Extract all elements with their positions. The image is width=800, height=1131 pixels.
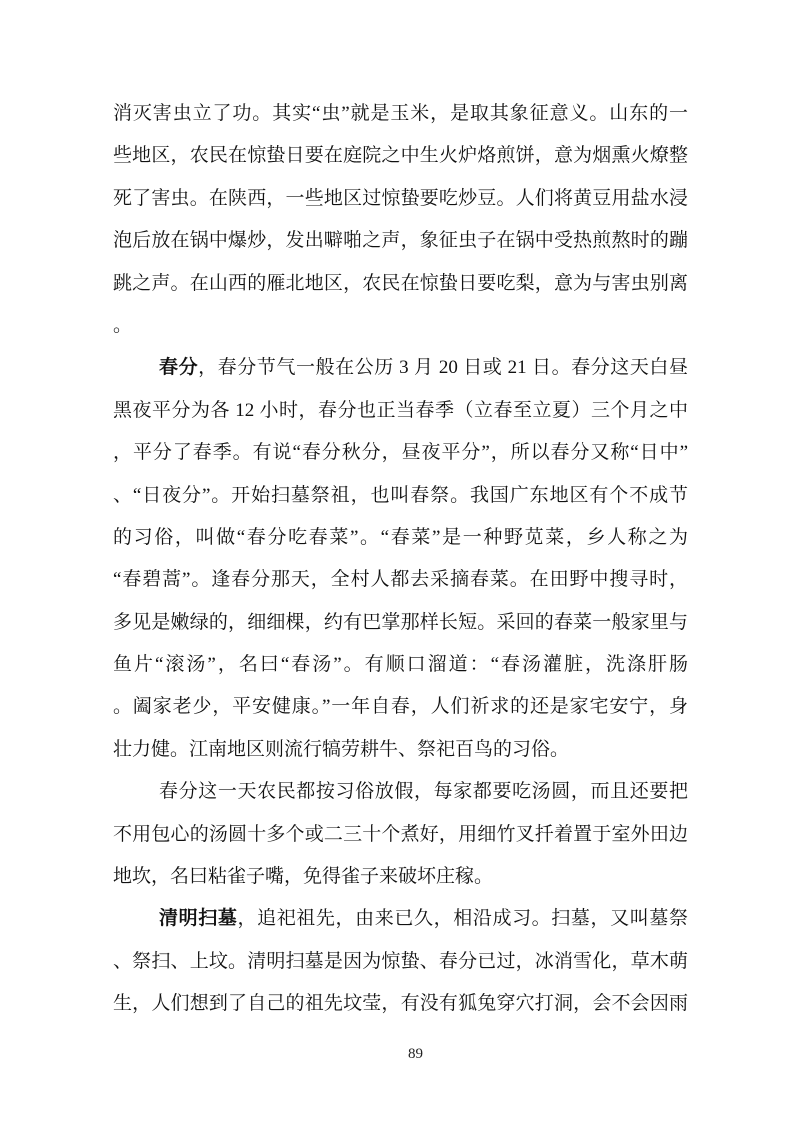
text-line: 黑夜平分为各 12 小时，春分也正当春季（立春至立夏）三个月之中: [113, 399, 688, 421]
text-line: 春分这一天农民都按习俗放假，每家都要吃汤圆，而且还要把: [159, 781, 688, 803]
text-line: 泡后放在锅中爆炒，发出噼啪之声，象征虫子在锅中受热煎熬时的蹦: [113, 230, 688, 252]
text-line: 。阖家老少，平安健康。”一年自春，人们祈求的还是家宅安宁，身: [113, 696, 688, 718]
text-block: [113, 93, 688, 1026]
text-line: 的习俗，叫做“春分吃春菜”。“春菜”是一种野苋菜，乡人称之为: [113, 526, 688, 548]
text-line: 鱼片“滚汤”，名曰“春汤”。有顺口溜道：“春汤灌脏，洗涤肝肠: [113, 654, 688, 676]
page-number: 89: [408, 1046, 423, 1062]
term-chunfen-bold: 春分: [159, 357, 199, 379]
text-line: 不用包心的汤圆十多个或二三十个煮好，用细竹叉扦着置于室外田边: [113, 823, 688, 845]
text-run: ，追祀祖先，由来已久，相沿成习。扫墓，又叫墓祭: [237, 908, 688, 930]
text-line: 死了害虫。在陕西，一些地区过惊蛰要吃炒豆。人们将黄豆用盐水浸: [113, 187, 688, 209]
text-line: [113, 898, 688, 940]
text-line: 跳之声。在山西的雁北地区，农民在惊蛰日要吃梨，意为与害虫别离: [113, 272, 688, 294]
text-line: [113, 347, 688, 389]
text-line: 些地区，农民在惊蛰日要在庭院之中生火炉烙煎饼，意为烟熏火燎整: [113, 145, 688, 167]
text-line: 生，人们想到了自己的祖先坟莹，有没有狐兔穿穴打洞，会不会因雨: [113, 993, 688, 1015]
text-line: 、“日夜分”。开始扫墓祭祖，也叫春祭。我国广东地区有个不成节: [113, 484, 688, 506]
text-line: 消灭害虫立了功。其实“虫”就是玉米，是取其象征意义。山东的一: [113, 103, 688, 124]
text-line: 多见是嫩绿的，细细棵，约有巴掌那样长短。采回的春菜一般家里与: [113, 611, 688, 633]
text-line: 。: [113, 314, 133, 336]
term-qingming-saomu-bold: 清明扫墓: [159, 908, 238, 930]
text-line: “春碧蒿”。逢春分那天，全村人都去采摘春菜。在田野中搜寻时，: [113, 569, 688, 591]
text-line: 地坎，名曰粘雀子嘴，免得雀子来破坏庄稼。: [113, 866, 494, 888]
text-line: 壮力健。江南地区则流行犒劳耕牛、祭祀百鸟的习俗。: [113, 738, 570, 760]
text-line: 、祭扫、上坟。清明扫墓是因为惊蛰、春分已过，冰消雪化，草木萌: [113, 950, 688, 972]
text-run: ，春分节气一般在公历 3 月 20 日或 21 日。春分这天白昼: [198, 357, 688, 379]
text-line: ，平分了春季。有说“春分秋分，昼夜平分”，所以春分又称“日中”: [113, 442, 688, 464]
